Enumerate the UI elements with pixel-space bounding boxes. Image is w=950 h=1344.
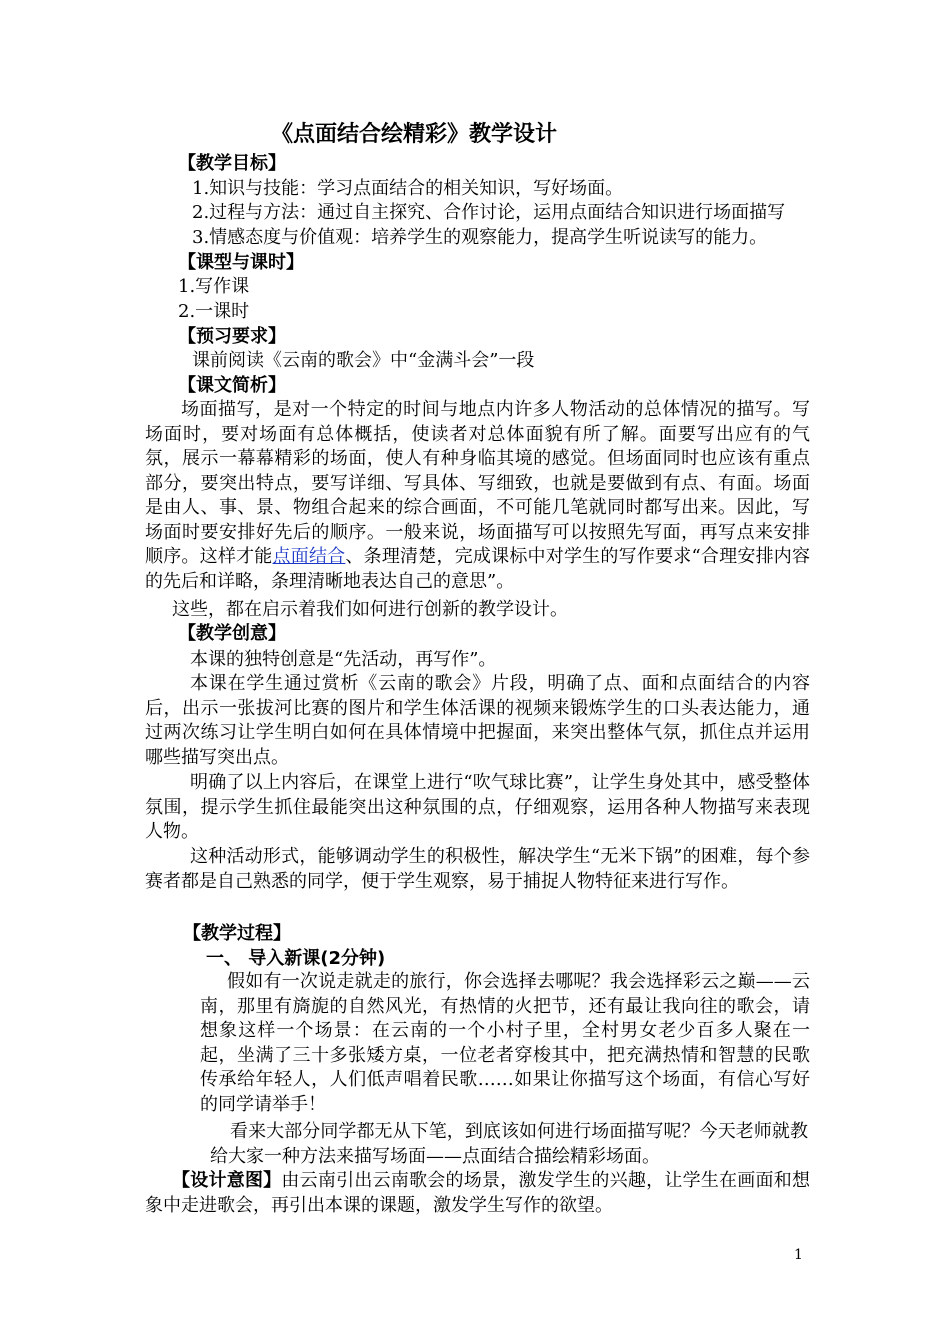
process-intro-paragraph-2: 看来大部分同学都无从下笔，到底该如何进行场面描写呢？今天老师就教给大家一种方法来描写场面——点面结合描绘精彩场面。 (210, 1121, 808, 1167)
creative-paragraph-2: 本课在学生通过赏析《云南的歌会》片段，明确了点、面和点面结合的内容后，出示一张拔河比赛的图片和学生体活课的视频来锻炼学生的口头表达能力，通过两次练习让学生明白如何在具体情境中把握面，来突出整体气氛，抓住点并运用哪些描写突出点。 (145, 673, 810, 768)
creative-paragraph-3: 明确了以上内容后，在课堂上进行“吹气球比赛”，让学生身处其中，感受整体氛围，提示学生抓住最能突出这种氛围的点，仔细观察，运用各种人物描写来表现人物。 (145, 772, 810, 842)
point-surface-link[interactable]: 点面结合 (272, 546, 346, 567)
analysis-paragraph-2: 这些，都在启示着我们如何进行创新的教学设计。 (172, 599, 568, 620)
goal-item: 2.过程与方法：通过自主探究、合作讨论，运用点面结合知识进行场面描写 (192, 202, 786, 223)
analysis-text: 、条理清楚，完成课标中对学生的写作要求“合理安排内容的先后和详略，条理清晰地表达自己的意思”。 (145, 546, 811, 592)
design-intent-label: 【设计意图】 (172, 1170, 282, 1191)
document-title: 《点面结合绘精彩》教学设计 (271, 122, 558, 147)
creative-paragraph-4: 这种活动形式，能够调动学生的积极性，解决学生“无米下锅”的困难，每个参赛者都是自己熟悉的同学，便于学生观察，易于捕捉人物特征来进行写作。 (145, 846, 810, 892)
lesson-type-item: 1.写作课 (178, 276, 250, 297)
design-intent-text: 由云南引出云南歌会的场景，激发学生的兴趣，让学生在画面和想象中走进歌会，再引出本课的课题，激发学生写作的欲望。 (145, 1170, 811, 1216)
lesson-type-heading: 【课型与课时】 (178, 252, 304, 273)
page-number: 1 (794, 1247, 803, 1263)
process-step-heading: 一、 导入新课(2分钟) (206, 948, 386, 969)
analysis-heading: 【课文简析】 (178, 375, 286, 396)
creative-paragraph-1: 本课的独特创意是“先活动，再写作”。 (190, 649, 497, 670)
goals-heading: 【教学目标】 (178, 153, 286, 174)
goal-item: 1.知识与技能：学习点面结合的相关知识，写好场面。 (192, 178, 624, 199)
process-heading: 【教学过程】 (183, 923, 291, 944)
analysis-paragraph (145, 398, 810, 594)
lesson-type-item: 2.一课时 (178, 301, 250, 322)
creative-heading: 【教学创意】 (178, 623, 286, 644)
analysis-text: 场面描写，是对一个特定的时间与地点内许多人物活动的总体情况的描写。写场面时，要对场面有总体概括，使读者对总体面貌有所了解。面要写出应有的气氛，展示一幕幕精彩的场面，使人有种身临其境的感觉。但场面同时也应该有重点部分，要突出特点，要写详细、写具体、写细致，也就是要做到有点、有面。场面是由人、事、景、物组合起来的综合画面，不可能几笔就同时都写出来。因此，写场面时要安排好先后的顺序。一般来说，场面描写可以按照先写面，再写点来安排顺序。这样才能 (145, 399, 810, 567)
preview-text: 课前阅读《云南的歌会》中“金满斗会”一段 (192, 350, 535, 371)
preview-heading: 【预习要求】 (178, 326, 286, 347)
process-intro-paragraph: 假如有一次说走就走的旅行，你会选择去哪呢？我会选择彩云之巅——云南，那里有旖旎的自然风光，有热情的火把节，还有最让我向往的歌会，请想象这样一个场景：在云南的一个小村子里，全村男女老少百多人聚在一起，坐满了三十多张矮方桌，一位老者穿梭其中，把充满热情和智慧的民歌传承给年轻人，人们低声唱着民歌……如果让你描写这个场面，有信心写好的同学请举手！ (200, 971, 810, 1115)
design-intent-paragraph (145, 1169, 810, 1218)
goal-item: 3.情感态度与价值观：培养学生的观察能力，提高学生听说读写的能力。 (192, 227, 768, 248)
